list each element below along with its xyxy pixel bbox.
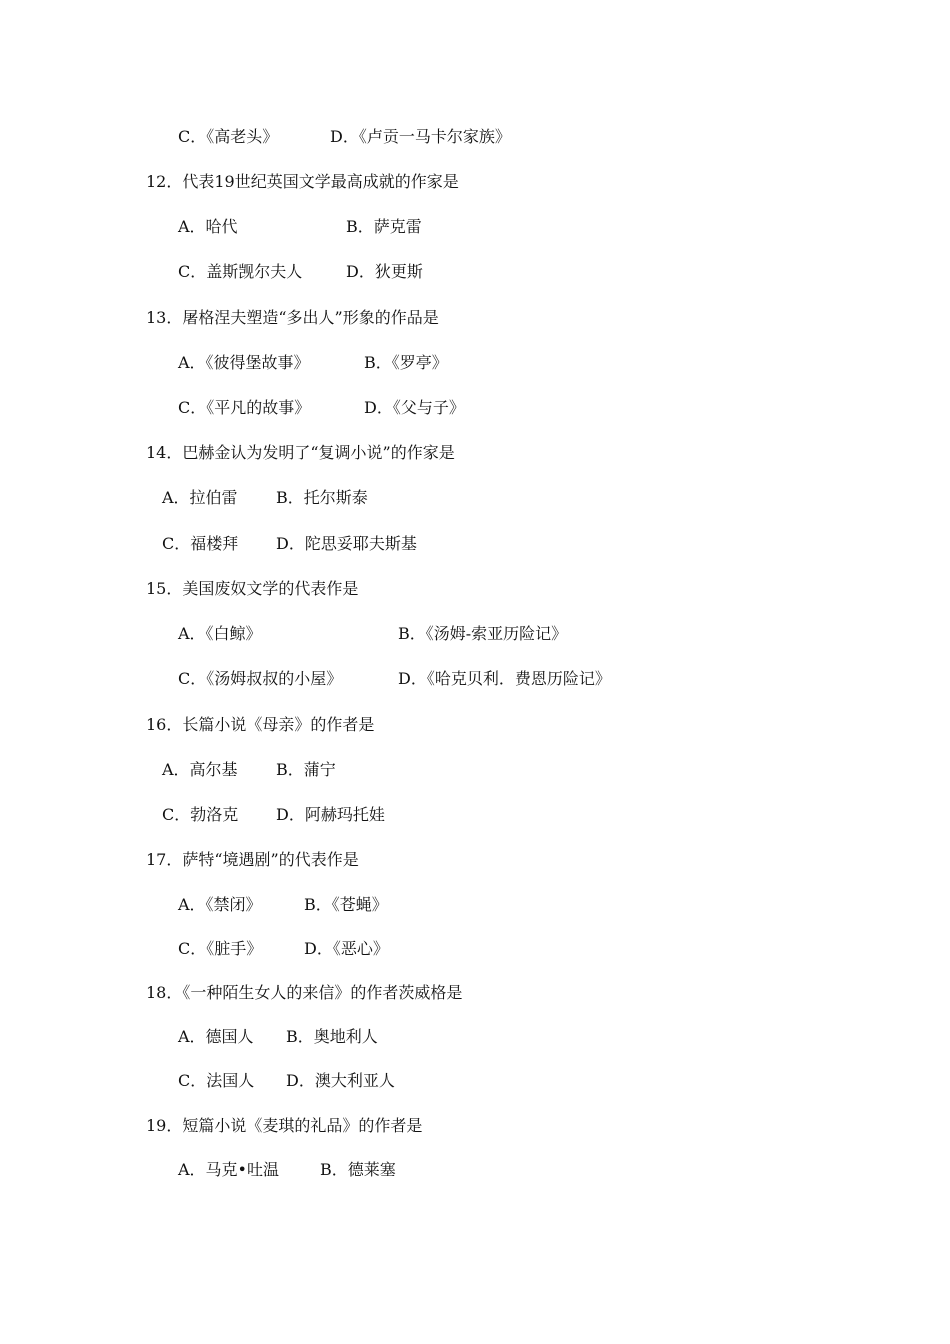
q16-option-b: B．蒲宁 [276, 760, 336, 779]
q18-option-c: C．法国人 [178, 1071, 255, 1090]
q16-options-cd [162, 805, 385, 825]
q19-options-ab [178, 1160, 396, 1180]
q12-option-c: C．盖斯觊尔夫人 [178, 262, 303, 281]
q14-options-cd [162, 534, 417, 554]
q12-stem: 12．代表19世纪英国文学最高成就的作家是 [146, 172, 459, 191]
q13-options-cd [178, 398, 465, 418]
q14-option-a: A．拉伯雷 [162, 488, 238, 507]
q12-options-cd [178, 262, 423, 282]
q16-option-a: A．高尔基 [162, 760, 238, 779]
q11-option-d: D．《卢贡一马卡尔家族》 [330, 127, 511, 146]
q15-stem: 15．美国废奴文学的代表作是 [146, 579, 359, 598]
q11-options-cd [178, 127, 511, 147]
q16-options-ab [162, 760, 336, 780]
q17-option-b: B．《苍蝇》 [304, 895, 388, 914]
q19-option-b: B．德莱塞 [320, 1160, 396, 1179]
q14-option-b: B．托尔斯泰 [276, 488, 368, 507]
q17-options-cd [178, 939, 389, 959]
q18-option-a: A．德国人 [178, 1027, 254, 1046]
q15-option-b: B．《汤姆-索亚历险记》 [398, 624, 568, 643]
q16-option-d: D．阿赫玛托娃 [276, 805, 385, 824]
q15-options-cd [178, 669, 611, 689]
q13-option-a: A．《彼得堡故事》 [178, 353, 310, 372]
q15-option-d: D．《哈克贝利．费恩历险记》 [398, 669, 611, 688]
q17-option-a: A．《禁闭》 [178, 895, 262, 914]
q19-option-a: A．马克•吐温 [178, 1160, 279, 1179]
q12-option-a: A．哈代 [178, 217, 238, 236]
q18-option-b: B．奥地利人 [286, 1027, 378, 1046]
q16-option-c: C．勃洛克 [162, 805, 239, 824]
q17-option-c: C．《脏手》 [178, 939, 263, 958]
q18-stem: 18．《一种陌生女人的来信》的作者茨威格是 [146, 983, 463, 1002]
q14-options-ab [162, 488, 368, 508]
q16-stem: 16．长篇小说《母亲》的作者是 [146, 715, 375, 734]
q17-option-d: D．《恶心》 [304, 939, 389, 958]
q14-option-c: C．福楼拜 [162, 534, 239, 553]
q15-option-a: A．《白鲸》 [178, 624, 262, 643]
q12-options-ab [178, 217, 422, 237]
q17-stem: 17．萨特“境遇剧”的代表作是 [146, 850, 359, 869]
q12-option-d: D．狄更斯 [346, 262, 423, 281]
q18-options-ab [178, 1027, 378, 1047]
q15-options-ab [178, 624, 567, 644]
q13-option-b: B．《罗亭》 [364, 353, 448, 372]
q18-option-d: D．澳大利亚人 [286, 1071, 395, 1090]
q11-option-c: C．《高老头》 [178, 127, 279, 146]
q13-options-ab [178, 353, 448, 373]
q17-options-ab [178, 895, 388, 915]
q13-stem: 13．屠格涅夫塑造“多出人”形象的作品是 [146, 308, 439, 327]
q13-option-d: D．《父与子》 [364, 398, 465, 417]
q14-stem: 14．巴赫金认为发明了“复调小说”的作家是 [146, 443, 455, 462]
q19-stem: 19．短篇小说《麦琪的礼品》的作者是 [146, 1116, 423, 1135]
q18-options-cd [178, 1071, 395, 1091]
q12-option-b: B．萨克雷 [346, 217, 422, 236]
q15-option-c: C．《汤姆叔叔的小屋》 [178, 669, 343, 688]
q13-option-c: C．《平凡的故事》 [178, 398, 311, 417]
q14-option-d: D．陀思妥耶夫斯基 [276, 534, 417, 553]
